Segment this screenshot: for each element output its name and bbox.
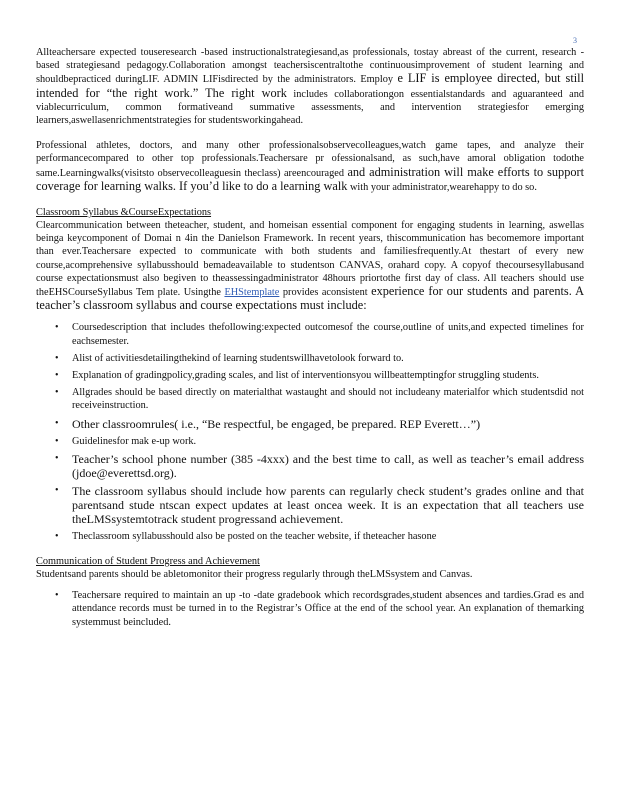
list-item: • Theclassroom syllabusshould also be posted on the teacher website, if theteacher hasone [55, 530, 437, 542]
section-heading-syllabus: Classroom Syllabus &CourseExpectations [36, 207, 212, 219]
paragraph-learning-walks [36, 139, 584, 194]
bullet-icon: • [55, 417, 59, 429]
bullet-icon: • [55, 370, 59, 382]
bullet-icon: • [55, 452, 59, 464]
list-item: • Teachersare required to maintain an up -to -date gradebook which recordsgrades,student absences and tardies.Grad es and attendance records must be turned in to the Registrar’s Office at the end of the school year. An explanation of themarking systemmust beincluded. [55, 590, 584, 628]
paragraph-lif-text-b: e LIF is employee directed, but still intended for “the right work.” The right work [36, 71, 584, 100]
paragraph-lif-text-c: includes collaborationgon essentialstandards and aguaranteed and viablecurriculum, common formativeand summative assessments, and intervention strategiesfor emerging learners,aswellasenrichmentstrategies for studentsworkingahead. [36, 88, 584, 127]
list-item: • Alist of activitiesdetailingthekind of learning studentswillhavetolook forward to. [55, 352, 404, 364]
ehs-template-link[interactable]: EHStemplate [224, 287, 280, 299]
paragraph-syllabus-text-b: provides aconsistent [282, 287, 368, 299]
document-body [36, 46, 584, 633]
list-item: • Guidelinesfor mak e-up work. [55, 435, 197, 447]
list-item: • Coursedescription that includes thefollowing:expected outcomesof the course,outline of units,and expected timelines for eachsemester. [55, 322, 584, 347]
list-item: • Teacher’s school phone number (385 -4xxx) and the best time to call, as well as teacher’s email address (jdoe@everettsd.org). [55, 451, 584, 480]
page-number: 3 [573, 36, 577, 45]
paragraph-syllabus-text-c: experience for our students and parents. A teacher’s classroom syllabus and course expectations must include: [36, 284, 584, 313]
paragraph-lif-text-a: Allteachersare expected touseresearch -based instructionalstrategiesand,as professionals, tostay abreast of the current, research -based strategiesand pedagogy.Collaboration amongst teachersiscentraltothe continuousimprovement of student learning and shouldbepracticed duringLIF. ADMIN LIFisdirected by the administrators. Employ [36, 47, 584, 86]
syllabus-requirements-list [36, 321, 584, 543]
paragraph-learning-walks-text-b: and administration will make efforts to support coverage for learning walks. If you’d like to do a learning walk [36, 164, 585, 193]
list-item: • The classroom syllabus should include how parents can regularly check student’s grades online and that parentsand stude ntscan expect updates at least oncea week. It is an expectation that all teachers use theLMSsystemtotrack student progressand achievement. [55, 483, 584, 526]
list-item: • Explanation of gradingpolicy,grading scales, and list of interventionsyou willbeattemptingfor struggling students. [55, 370, 539, 382]
section-heading-communication: Communication of Student Progress and Achievement [36, 556, 260, 568]
bullet-icon: • [55, 387, 59, 399]
bullet-icon: • [55, 484, 59, 496]
bullet-icon: • [55, 530, 59, 542]
communication-list [36, 589, 584, 629]
bullet-icon: • [55, 352, 59, 364]
paragraph-communication: Studentsand parents should be abletomonitor their progress regularly through theLMSsystem and Canvas. [36, 569, 473, 581]
paragraph-syllabus [36, 219, 584, 313]
paragraph-learning-walks-text-a: Professional athletes, doctors, and many other professionalsobservecolleagues,watch game tapes, and analyze their performancecompared to other top professionals.Teachersare pr ofessionalsand, as such,have amoral obligation todothe same.Learningwalks(visitsto observecolleaguesin theclass) areencouraged [36, 140, 584, 179]
paragraph-syllabus-text-a: Clearcommunication between theteacher, student, and homeisan essential component for engaging students in learning, aswellas beinga keycomponent of Domai n 4in the Danielson Framework. In recent years, thiscommunication has becomemore important than ever.Teachersare expected to communicate with both students and familiesfrequently.At thestart of every new course,acomprehensive syllabusshould bemadeavailable to studentson CANVAS, orahard copy. A copyof thecoursesyllabusand course expectationsmust also begiven to theassessingadministrator 48hours priortothe first day of class. All teachers should use theEHSCourseSyllabus Tem plate. Usingthe [36, 220, 584, 299]
bullet-icon: • [55, 435, 59, 447]
bullet-icon: • [55, 322, 59, 334]
list-item: • Other classroomrules( i.e., “Be respectful, be engaged, be prepared. REP Everett…”) [55, 416, 481, 431]
list-item: • Allgrades should be based directly on materialthat wastaught and should not includeany materialfor which studentsdid not receiveinstruction. [55, 387, 584, 412]
bullet-icon: • [55, 590, 59, 602]
paragraph-learning-walks-text-c: with your administrator,wearehappy to do so. [350, 181, 537, 193]
paragraph-lif [36, 46, 584, 127]
